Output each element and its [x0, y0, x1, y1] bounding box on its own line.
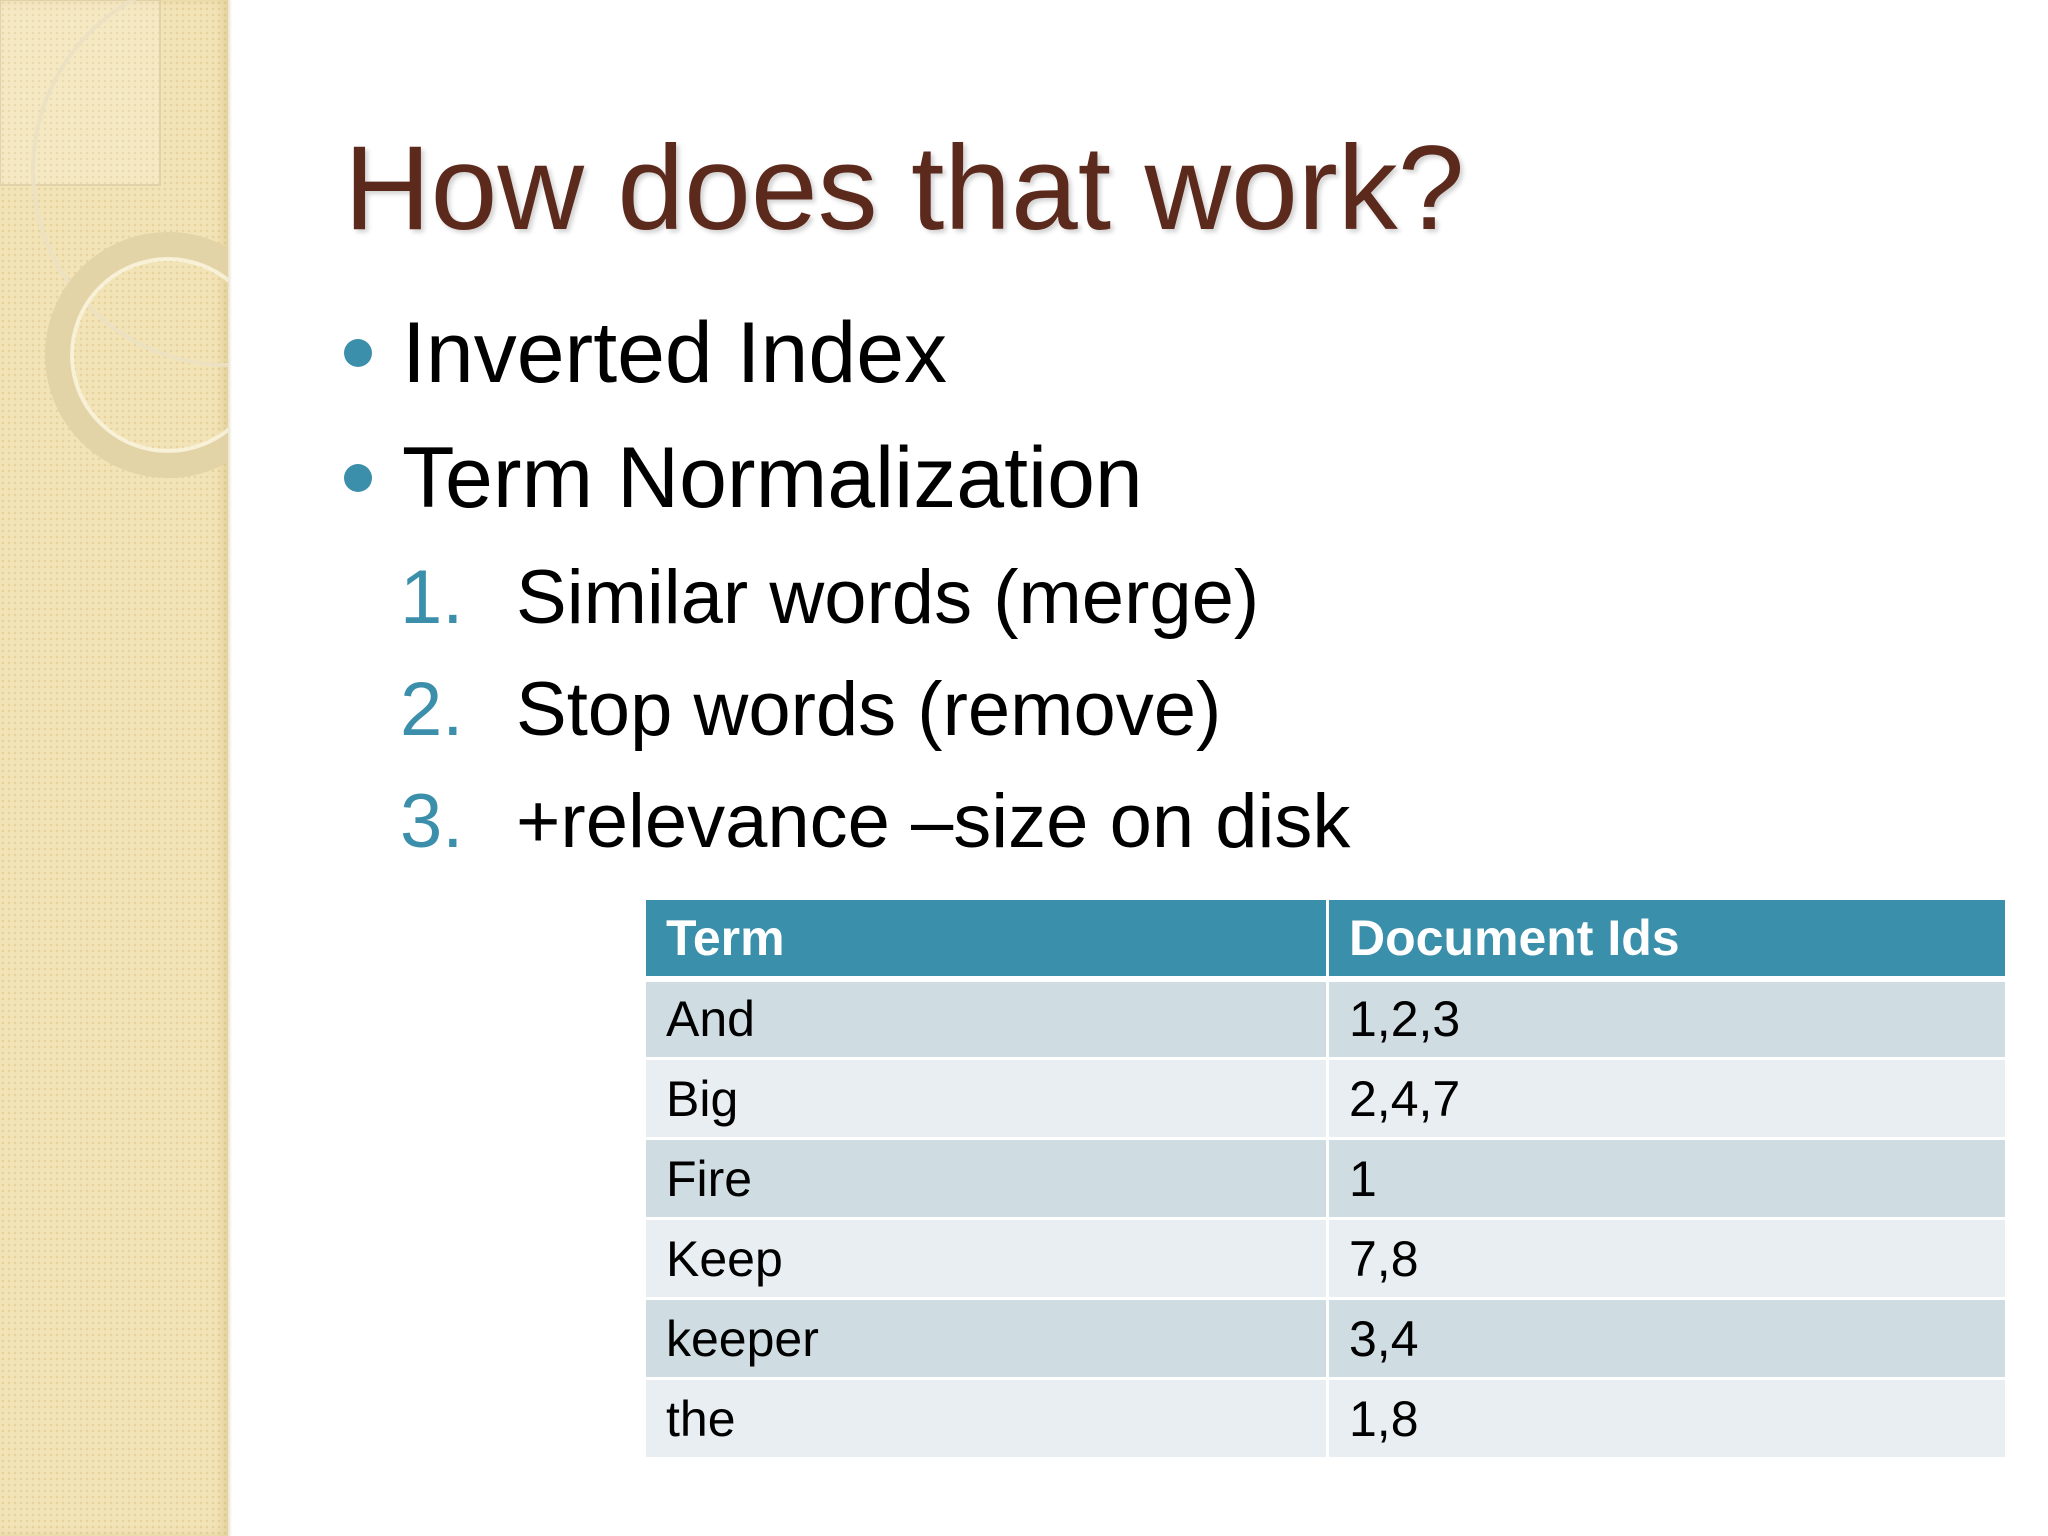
document-ids-cell: 3,4 — [1328, 1299, 2007, 1379]
slide-title: How does that work? — [344, 121, 1465, 255]
table-row — [645, 1059, 2007, 1139]
table-row — [645, 1299, 2007, 1379]
document-ids-cell: 7,8 — [1328, 1219, 2007, 1299]
table-row — [645, 1379, 2007, 1459]
numbered-item — [400, 665, 1221, 755]
column-header-term: Term — [645, 899, 1328, 979]
column-header-document-ids: Document Ids — [1328, 899, 2007, 979]
bullet-dot-icon — [344, 464, 372, 492]
term-cell: Big — [645, 1059, 1328, 1139]
table-row — [645, 979, 2007, 1059]
term-cell: keeper — [645, 1299, 1328, 1379]
item-number: 2. — [400, 667, 464, 752]
item-text: Stop words (remove) — [516, 667, 1222, 752]
inverted-index-table — [643, 897, 2008, 1460]
table-row — [645, 1139, 2007, 1219]
term-cell: Fire — [645, 1139, 1328, 1219]
table-header-row — [645, 899, 2007, 979]
document-ids-cell: 1 — [1328, 1139, 2007, 1219]
bullet-item — [344, 428, 1143, 528]
term-cell: Keep — [645, 1219, 1328, 1299]
item-text: +relevance –size on disk — [516, 779, 1351, 864]
sidebar-edge — [228, 0, 232, 1536]
document-ids-cell: 1,2,3 — [1328, 979, 2007, 1059]
decorative-sidebar — [0, 0, 228, 1536]
document-ids-cell: 1,8 — [1328, 1379, 2007, 1459]
bullet-text: Term Normalization — [402, 430, 1143, 526]
item-number: 3. — [400, 779, 464, 864]
table-row — [645, 1219, 2007, 1299]
term-cell: And — [645, 979, 1328, 1059]
decorative-rings — [0, 0, 228, 520]
bullet-item — [344, 303, 947, 403]
numbered-item — [400, 553, 1259, 643]
bullet-dot-icon — [344, 339, 372, 367]
document-ids-cell: 2,4,7 — [1328, 1059, 2007, 1139]
term-cell: the — [645, 1379, 1328, 1459]
item-text: Similar words (merge) — [516, 555, 1260, 640]
item-number: 1. — [400, 555, 464, 640]
bullet-text: Inverted Index — [402, 305, 948, 401]
numbered-item — [400, 777, 1350, 867]
